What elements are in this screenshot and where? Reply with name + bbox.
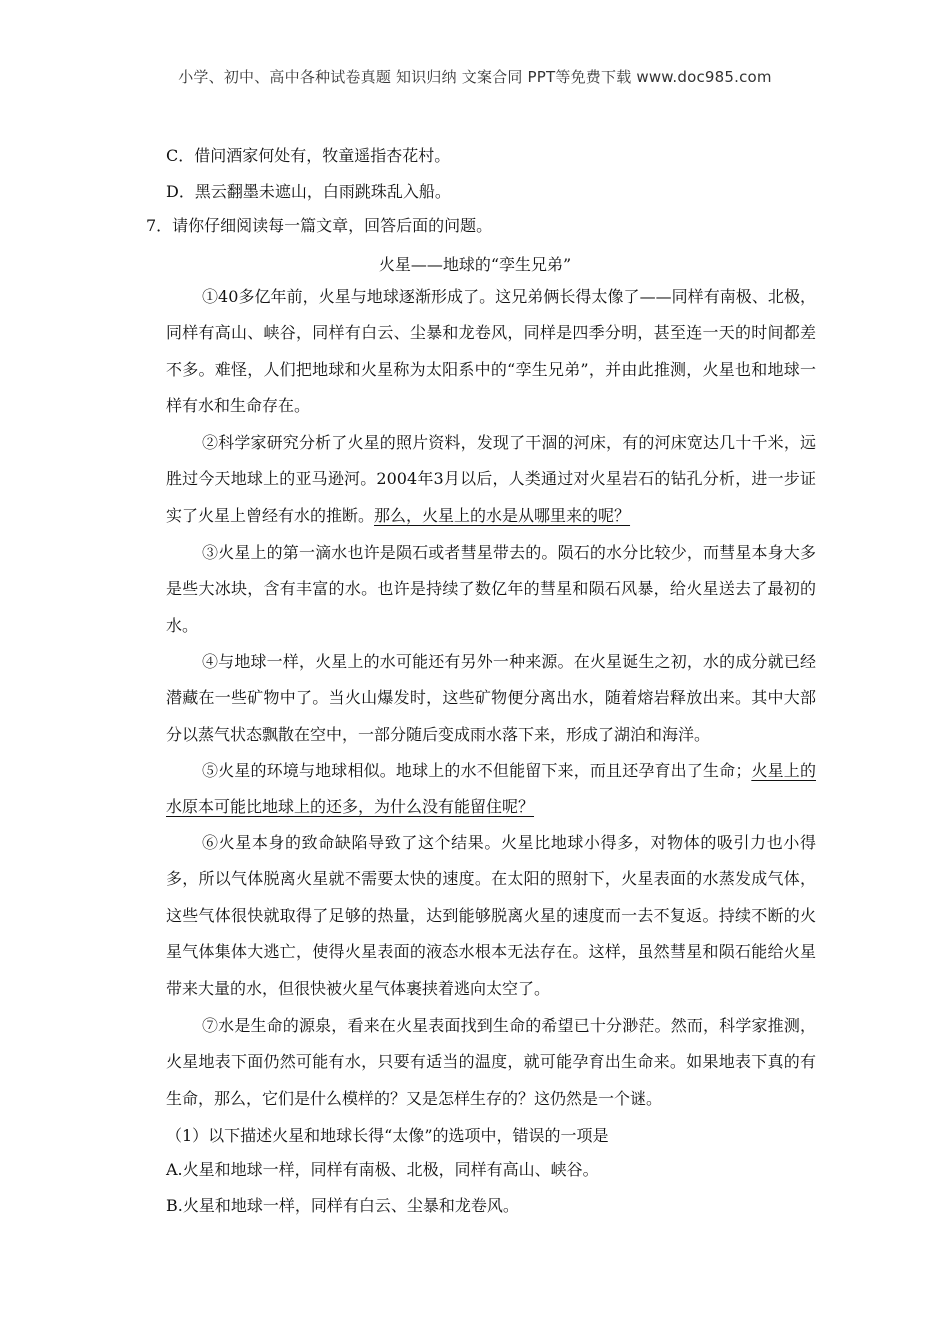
paragraph-2 (166, 425, 816, 534)
option-d: D．黑云翻墨未遮山，白雨跳珠乱入船。 (166, 182, 451, 201)
paragraph-5-underlined-question: 火星上的水原本可能比地球上的还多，为什么没有能留住呢？ (166, 761, 816, 817)
question-7-prompt: 7．请你仔细阅读每一篇文章，回答后面的问题。 (146, 216, 493, 235)
paragraph-5 (166, 753, 816, 826)
paragraph-5-text: ⑤火星的环境与地球相似。地球上的水不但能留下来，而且还孕育出了生命； (202, 761, 752, 780)
sub-question-1-prompt: （1）以下描述火星和地球长得“太像”的选项中，错误的一项是 (166, 1126, 609, 1145)
article-title: 火星——地球的“孪生兄弟” (378, 255, 572, 274)
paragraph-3: ③火星上的第一滴水也许是陨石或者彗星带去的。陨石的水分比较少，而彗星本身大多是些大冰块，含有丰富的水。也许是持续了数亿年的彗星和陨石风暴，给火星送去了最初的水。 (166, 543, 816, 635)
sub-question-1-option-a: A.火星和地球一样，同样有南极、北极，同样有高山、峡谷。 (166, 1160, 599, 1179)
paragraph-6: ⑥火星本身的致命缺陷导致了这个结果。火星比地球小得多，对物体的吸引力也小得多，所以气体脱离火星就不需要太快的速度。在太阳的照射下，火星表面的水蒸发成气体，这些气体很快就取得了足够的热量，达到能够脱离火星的速度而一去不复返。持续不断的火星气体集体大逃亡，使得火星表面的液态水根本无法存在。这样，虽然彗星和陨石能给火星带来大量的水，但很快被火星气体裹挟着逃向太空了。 (166, 833, 816, 998)
paragraph-1: ①40多亿年前，火星与地球逐渐形成了。这兄弟俩长得太像了——同样有南极、北极，同样有高山、峡谷，同样有白云、尘暴和龙卷风，同样是四季分明，甚至连一天的时间都差不多。难怪，人们把地球和火星称为太阳系中的“孪生兄弟”，并由此推测，火星也和地球一样有水和生命存在。 (166, 287, 816, 416)
paragraph-4: ④与地球一样，火星上的水可能还有另外一种来源。在火星诞生之初，水的成分就已经潜藏在一些矿物中了。当火山爆发时，这些矿物便分离出水，随着熔岩释放出来。其中大部分以蒸气状态飘散在空中，一部分随后变成雨水落下来，形成了湖泊和海洋。 (166, 652, 816, 744)
page-header: 小学、初中、高中各种试卷真题 知识归纳 文案合同 PPT等免费下载 www.doc985.com (178, 68, 772, 86)
paragraph-7: ⑦水是生命的源泉，看来在火星表面找到生命的希望已十分渺茫。然而，科学家推测，火星地表下面仍然可能有水，只要有适当的温度，就可能孕育出生命来。如果地表下真的有生命，那么，它们是什么模样的？又是怎样生存的？这仍然是一个谜。 (166, 1016, 816, 1108)
sub-question-1-option-b: B.火星和地球一样，同样有白云、尘暴和龙卷风。 (166, 1196, 519, 1215)
paragraph-2-text: ②科学家研究分析了火星的照片资料，发现了干涸的河床，有的河床宽达几十千米，远胜过今天地球上的亚马逊河。2004年3月以后，人类通过对火星岩石的钻孔分析，进一步证实了火星上曾经有水的推断。 (166, 433, 816, 525)
paragraph-2-underlined-question: 那么，火星上的水是从哪里来的呢？ (374, 505, 631, 525)
option-c: C．借问酒家何处有，牧童遥指杏花村。 (166, 146, 451, 165)
